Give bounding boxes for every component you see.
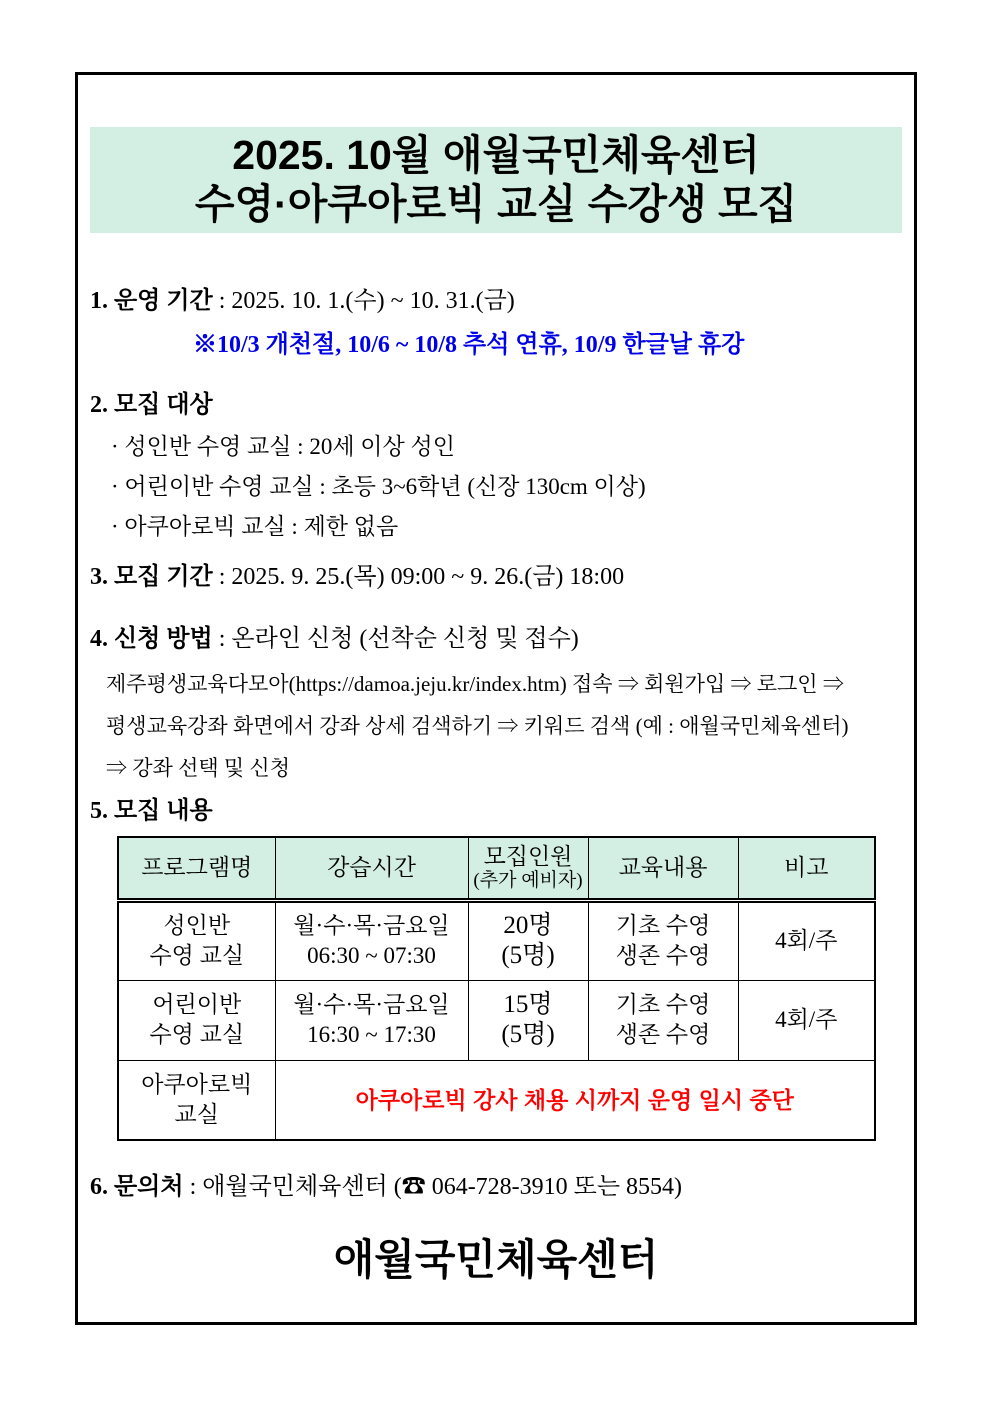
child-content-line1: 기초 수영: [615, 992, 711, 1017]
document-border-frame: [75, 72, 917, 1325]
application-method-details: [106, 663, 902, 789]
holiday-closure-note: ※10/3 개천절, 10/6 ~ 10/8 추석 연휴, 10/9 한글날 휴강: [193, 332, 745, 358]
title-banner: [90, 127, 902, 233]
application-step-line2: 평생교육강좌 화면에서 강좌 상세 검색하기 ⇒ 키워드 검색 (예 : 애월국민체육센터): [106, 714, 849, 738]
adult-program-line2: 수영 교실: [149, 943, 245, 968]
aquarobic-suspension-notice: 아쿠아로빅 강사 채용 시까지 운영 일시 중단: [275, 1060, 875, 1140]
section-recruit-target: [90, 389, 902, 421]
col-header-capacity-sub: (추가 예비자): [473, 869, 583, 891]
document-title-line2: 수영·아쿠아로빅 교실 수강생 모집: [194, 181, 798, 227]
aquarobic-program-cell: [118, 1060, 275, 1140]
section-contact: [90, 1171, 902, 1203]
adult-program-line1: 성인반: [163, 913, 231, 938]
child-schedule-time: 16:30 ~ 17:30: [307, 1022, 436, 1047]
section-recruit-detail-label: 5. 모집 내용: [90, 798, 213, 824]
adult-capacity-cell: [468, 900, 588, 980]
adult-schedule-cell: [275, 900, 468, 980]
adult-content-cell: [588, 900, 738, 980]
section-contact-label: 6. 문의처: [90, 1174, 184, 1200]
table-row-adult-swim: [118, 900, 875, 980]
child-content-line2: 생존 수영: [615, 1022, 711, 1047]
section-recruit-target-label: 2. 모집 대상: [90, 392, 213, 418]
program-table: [117, 836, 876, 1141]
issuing-organization: 애월국민체육센터: [333, 1236, 659, 1283]
adult-schedule-days: 월·수·목·금요일: [293, 913, 450, 938]
section-application-period-label: 3. 모집 기간: [90, 564, 213, 590]
col-header-content: 교육내용: [588, 837, 738, 900]
adult-capacity-main: 20명: [503, 912, 553, 939]
col-header-capacity-main: 모집인원: [483, 843, 573, 869]
child-capacity-extra: (5명): [501, 1021, 555, 1048]
table-row-child-swim: [118, 980, 875, 1060]
section-application-period-value: : 2025. 9. 25.(목) 09:00 ~ 9. 26.(금) 18:00: [212, 564, 625, 590]
table-header-row: [118, 837, 875, 900]
adult-remark-cell: 4회/주: [738, 900, 875, 980]
adult-content-line2: 생존 수영: [615, 943, 711, 968]
adult-content-line1: 기초 수영: [615, 913, 711, 938]
section-application-method-value: : 온라인 신청 (선착순 신청 및 접수): [212, 626, 579, 652]
child-schedule-cell: [275, 980, 468, 1060]
target-bullet-aquarobic: · 아쿠아로빅 교실 : 제한 없음: [111, 514, 399, 539]
section-operation-period-value: : 2025. 10. 1.(수) ~ 10. 31.(금): [212, 288, 515, 314]
adult-schedule-time: 06:30 ~ 07:30: [307, 943, 436, 968]
table-row-aquarobic: [118, 1060, 875, 1140]
target-bullet-adult: · 성인반 수영 교실 : 20세 이상 성인: [111, 434, 455, 459]
adult-program-cell: [118, 900, 275, 980]
target-bullet-child: · 어린이반 수영 교실 : 초등 3~6학년 (신장 130cm 이상): [111, 474, 646, 499]
child-program-line1: 어린이반: [152, 992, 242, 1017]
child-program-line2: 수영 교실: [149, 1022, 245, 1047]
child-program-cell: [118, 980, 275, 1060]
child-capacity-main: 15명: [503, 991, 553, 1018]
aquarobic-program-line2: 교실: [174, 1101, 219, 1127]
section-application-method: [90, 623, 902, 655]
col-header-program: 프로그램명: [118, 837, 275, 900]
col-header-remark: 비고: [738, 837, 875, 900]
section-operation-period: [90, 285, 902, 317]
application-step-line1: 제주평생교육다모아(https://damoa.jeju.kr/index.htm) 접속 ⇒ 회원가입 ⇒ 로그인 ⇒: [106, 672, 844, 696]
col-header-schedule: 강습시간: [275, 837, 468, 900]
section-contact-value: : 애월국민체육센터 (☎ 064-728-3910 또는 8554): [183, 1174, 683, 1200]
section-application-method-label: 4. 신청 방법: [90, 626, 213, 652]
section-operation-period-label: 1. 운영 기간: [90, 288, 213, 314]
aquarobic-program-line1: 아쿠아로빅: [141, 1071, 253, 1097]
application-step-line3: ⇒ 강좌 선택 및 신청: [106, 756, 291, 780]
section-application-period: [90, 561, 902, 593]
child-capacity-cell: [468, 980, 588, 1060]
section-recruit-detail: [90, 795, 902, 827]
child-schedule-days: 월·수·목·금요일: [293, 992, 450, 1017]
child-remark-cell: 4회/주: [738, 980, 875, 1060]
document-title-line1: 2025. 10월 애월국민체육센터: [232, 132, 760, 178]
adult-capacity-extra: (5명): [501, 942, 555, 969]
col-header-capacity: [468, 837, 588, 900]
child-content-cell: [588, 980, 738, 1060]
